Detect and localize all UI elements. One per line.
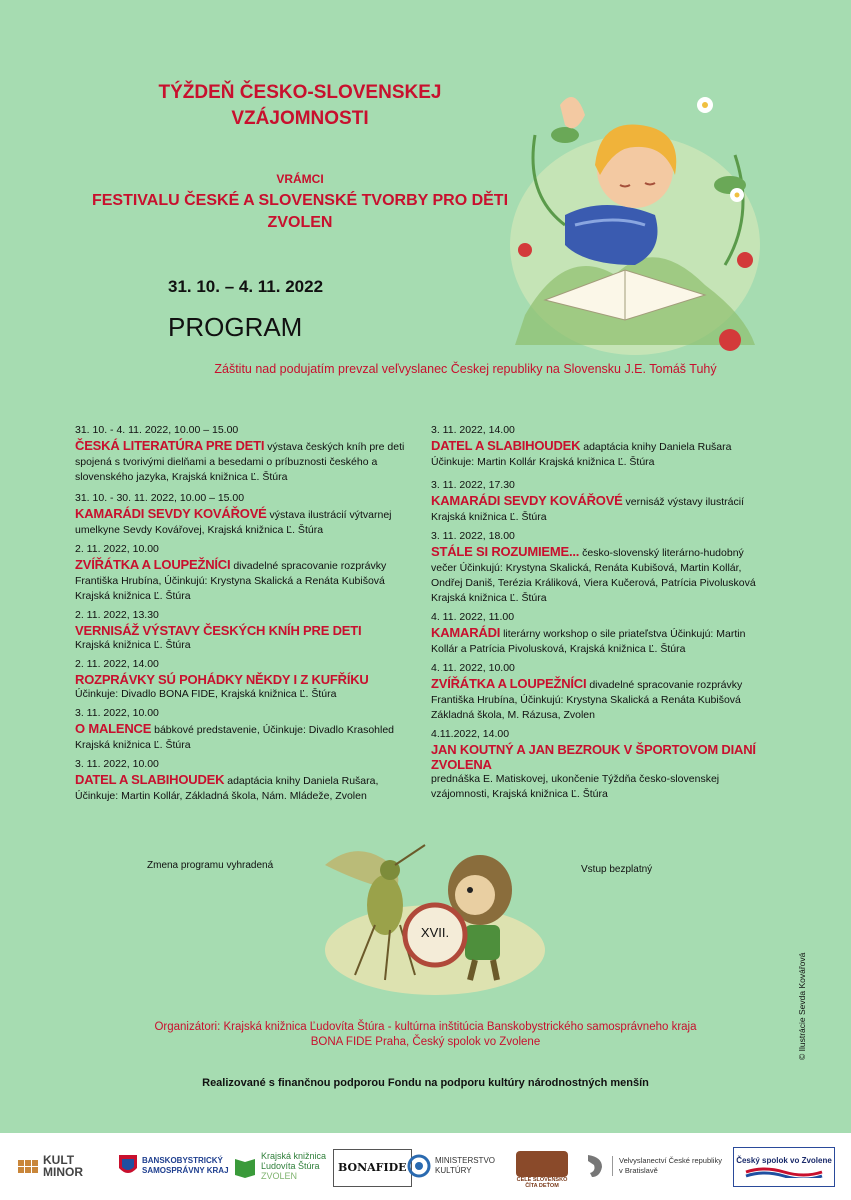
event-item [75, 608, 405, 653]
cele-slovensko-mark [516, 1151, 568, 1177]
event-title: KAMARÁDI SEVDY KOVÁŘOVÉ [75, 506, 267, 521]
bbsk-logo [118, 1143, 229, 1189]
festival-line-1: FESTIVALU ČESKÉ A SLOVENSKÉ TVORBY PRO DĚTI [91, 192, 509, 209]
event-description: adaptácia knihy Daniela Rušara Účinkuje: Martin Kollár Krajská knižnica Ľ. Štúra [431, 441, 732, 468]
event-item [431, 529, 771, 606]
event-item [75, 657, 405, 702]
event-description: divadelné spracovanie rozprávky Františka Hrubína, Účinkujú: Krystyna Skalická a Renáta Kubišová Základná škola, M. Rázusa, Zvolen [431, 679, 743, 721]
event-date: 4.11.2022, 14.00 [431, 728, 510, 740]
program-heading: PROGRAM [168, 312, 303, 342]
ministerstvo-line-2: KULTÚRY [435, 1166, 472, 1175]
organizers-line-2: BONA FIDE Praha, Český spolok vo Zvolene [310, 1036, 541, 1048]
bbsk-shield-icon [118, 1154, 138, 1178]
event-date: 2. 11. 2022, 10.00 [75, 543, 159, 555]
boy-reading-illustration [505, 75, 765, 360]
festival-title [60, 190, 540, 234]
event-date: 31. 10. - 4. 11. 2022, 10.00 – 15.00 [75, 424, 239, 436]
event-title: ZVÍŘÁTKA A LOUPEŽNÍCI [431, 676, 587, 691]
cesky-spolok-logo [733, 1147, 835, 1187]
support-note: Realizované s finančnou podporou Fondu na podporu kultúry národnostných menšín [202, 1077, 649, 1089]
program-left-column [75, 423, 405, 808]
event-date: 4. 11. 2022, 11.00 [431, 611, 515, 623]
event-item [431, 727, 771, 802]
kult-minor-mark [18, 1160, 38, 1173]
event-date: 4. 11. 2022, 10.00 [431, 662, 515, 674]
czech-lion-icon [584, 1153, 606, 1179]
event-title: DATEL A SLABIHOUDEK [431, 438, 581, 453]
event-date: 3. 11. 2022, 10.00 [75, 758, 159, 770]
event-title: ČESKÁ LITERATÚRA PRE DETI [75, 438, 265, 453]
kniznica-line-1: Krajská knižnica [261, 1151, 327, 1161]
cele-line-2: ČÍTA DEŤOM [525, 1183, 559, 1189]
flag-wave-icon [744, 1166, 824, 1178]
event-date: 3. 11. 2022, 17.30 [431, 479, 515, 491]
event-date: 3. 11. 2022, 18.00 [431, 530, 515, 542]
event-description: výstava českých kníh pre deti spojená s tvorivými dielňami a besedami o príbuznosti českého a slovenského jazyka, Krajská knižnica Ľ. Štúra [75, 441, 405, 483]
poster-title [110, 80, 490, 132]
program-right-column [431, 423, 771, 806]
event-description: divadelné spracovanie rozprávky Františka Hrubína, Účinkujú: Krystyna Skalická a Renáta Kubišová Krajská knižnica Ľ. Štúra [75, 560, 387, 602]
event-date: 3. 11. 2022, 14.00 [431, 424, 515, 436]
event-title: ZVÍŘÁTKA A LOUPEŽNÍCI [75, 557, 231, 572]
event-title: VERNISÁŽ VÝSTAVY ČESKÝCH KNÍH PRE DETI [75, 623, 362, 638]
program-change-note: Zmena programu vyhradená [147, 860, 274, 871]
patronage-text [0, 362, 851, 376]
kniznica-line-3: ZVOLEN [261, 1171, 298, 1181]
drum-label: XVII. [420, 925, 450, 940]
event-description: česko-slovenský literárno-hudobný večer Účinkujú: Krystyna Skalická, Renáta Kubišová, Martin Kollár, Ondřej Daniš, Terézia Králiková, Viera Kučerová, Patrícia Pivolusková Krajská knižnica Ľ. Štúra [431, 547, 756, 604]
event-item [75, 757, 405, 804]
event-item [75, 542, 405, 604]
minor-text: MINOR [43, 1165, 83, 1179]
velvyslanectvi-line-2: v Bratislavě [619, 1166, 658, 1175]
ministerstvo-circle-icon [407, 1154, 431, 1178]
ministerstvo-line-1: MINISTERSTVO [435, 1156, 496, 1165]
cele-slovensko-logo [513, 1143, 571, 1189]
bonafide-logo [333, 1149, 412, 1187]
event-title: STÁLE SI ROZUMIEME... [431, 544, 580, 559]
event-item [75, 491, 405, 538]
bbsk-line-1: BANSKOBYSTRICKÝ [142, 1156, 223, 1165]
cesky-spolok-text: Český spolok vo Zvolene [736, 1156, 832, 1165]
organizers [0, 1020, 851, 1050]
event-item [75, 706, 405, 753]
cele-line-1: CELÉ SLOVENSKO [516, 1177, 568, 1183]
event-title: DATEL A SLABIHOUDEK [75, 772, 225, 787]
event-title: O MALENCE [75, 721, 152, 736]
bbsk-line-2: SAMOSPRÁVNY KRAJ [142, 1166, 229, 1175]
event-description: adaptácia knihy Daniela Rušara, Účinkuje: Martin Kollár, Základná škola, Nám. Mládeže, Zvolen [75, 775, 379, 802]
ministerstvo-logo [407, 1143, 495, 1189]
event-date: 2. 11. 2022, 14.00 [75, 658, 159, 670]
event-description: Účinkuje: Divadlo BONA FIDE, Krajská knižnica Ľ. Štúra [75, 688, 337, 700]
event-description: literárny workshop o sile priateľstva Účinkujú: Martin Kollár a Patrícia Pivolusková, Krajská knižnica Ľ. Štúra [431, 628, 746, 655]
kniznica-logo [233, 1143, 326, 1189]
event-title: JAN KOUTNÝ A JAN BEZROUK V ŠPORTOVOM DIANÍ ZVOLENA [431, 742, 756, 772]
event-description: bábkové predstavenie, Účinkuje: Divadlo Krasohled Krajská knižnica Ľ. Štúra [75, 724, 395, 751]
kult-minor-logo [18, 1143, 83, 1189]
free-entry-note: Vstup bezplatný [581, 864, 653, 875]
event-description: vernisáž výstavy ilustrácií Krajská knižnica Ľ. Štúra [431, 496, 745, 523]
event-item [431, 423, 771, 470]
illustration-credit: © Ilustrácie Sevda Kovářová [797, 952, 807, 1060]
poster-title-line-1: TÝŽDEŇ ČESKO-SLOVENSKEJ [158, 82, 442, 103]
event-item [431, 661, 771, 723]
velvyslanectvi-logo [584, 1143, 722, 1189]
book-icon [233, 1154, 257, 1178]
festival-line-2: ZVOLEN [267, 214, 333, 231]
event-item [431, 478, 771, 525]
event-dates: 31. 10. – 4. 11. 2022 [168, 277, 324, 296]
subtitle-vramci: VRÁMCI [276, 172, 324, 186]
event-item [431, 610, 771, 657]
event-description: prednáška E. Matiskovej, ukončenie Týždňa česko-slovenskej vzájomnosti, Krajská knižnica Ľ. Štúra [431, 773, 720, 800]
bonafide-text: BONAFIDE [338, 1161, 407, 1174]
event-title: KAMARÁDI [431, 625, 501, 640]
poster-title-line-2: VZÁJOMNOSTI [231, 108, 369, 129]
event-description: Krajská knižnica Ľ. Štúra [75, 639, 191, 651]
event-date: 3. 11. 2022, 10.00 [75, 707, 159, 719]
mosquito-hedgehog-illustration [315, 835, 555, 995]
event-item [75, 423, 405, 485]
event-date: 31. 10. - 30. 11. 2022, 10.00 – 15.00 [75, 492, 245, 504]
event-date: 2. 11. 2022, 13.30 [75, 609, 159, 621]
kult-text: KULT [43, 1153, 75, 1167]
kniznica-line-2: Ľudovíta Štúra [261, 1161, 320, 1171]
event-title: ROZPRÁVKY SÚ POHÁDKY NĚKDY I Z KUFŘÍKU [75, 672, 369, 687]
event-description: výstava ilustrácií výtvarnej umelkyne Sevdy Kovářovej, Krajská knižnica Ľ. Štúra [75, 509, 392, 536]
patronage-label: Záštitu nad podujatím prevzal veľvyslanec Českej republiky na Slovensku J.E. Tomáš Tuhý [214, 362, 717, 376]
organizers-line-1: Organizátori: Krajská knižnica Ľudovíta Štúra - kultúrna inštitúcia Banskobystrického samosprávneho kraja [154, 1021, 697, 1033]
event-title: KAMARÁDI SEVDY KOVÁŘOVÉ [431, 493, 623, 508]
velvyslanectvi-line-1: Velvyslanectví České republiky [619, 1156, 722, 1165]
partner-logos-strip [0, 1133, 851, 1200]
